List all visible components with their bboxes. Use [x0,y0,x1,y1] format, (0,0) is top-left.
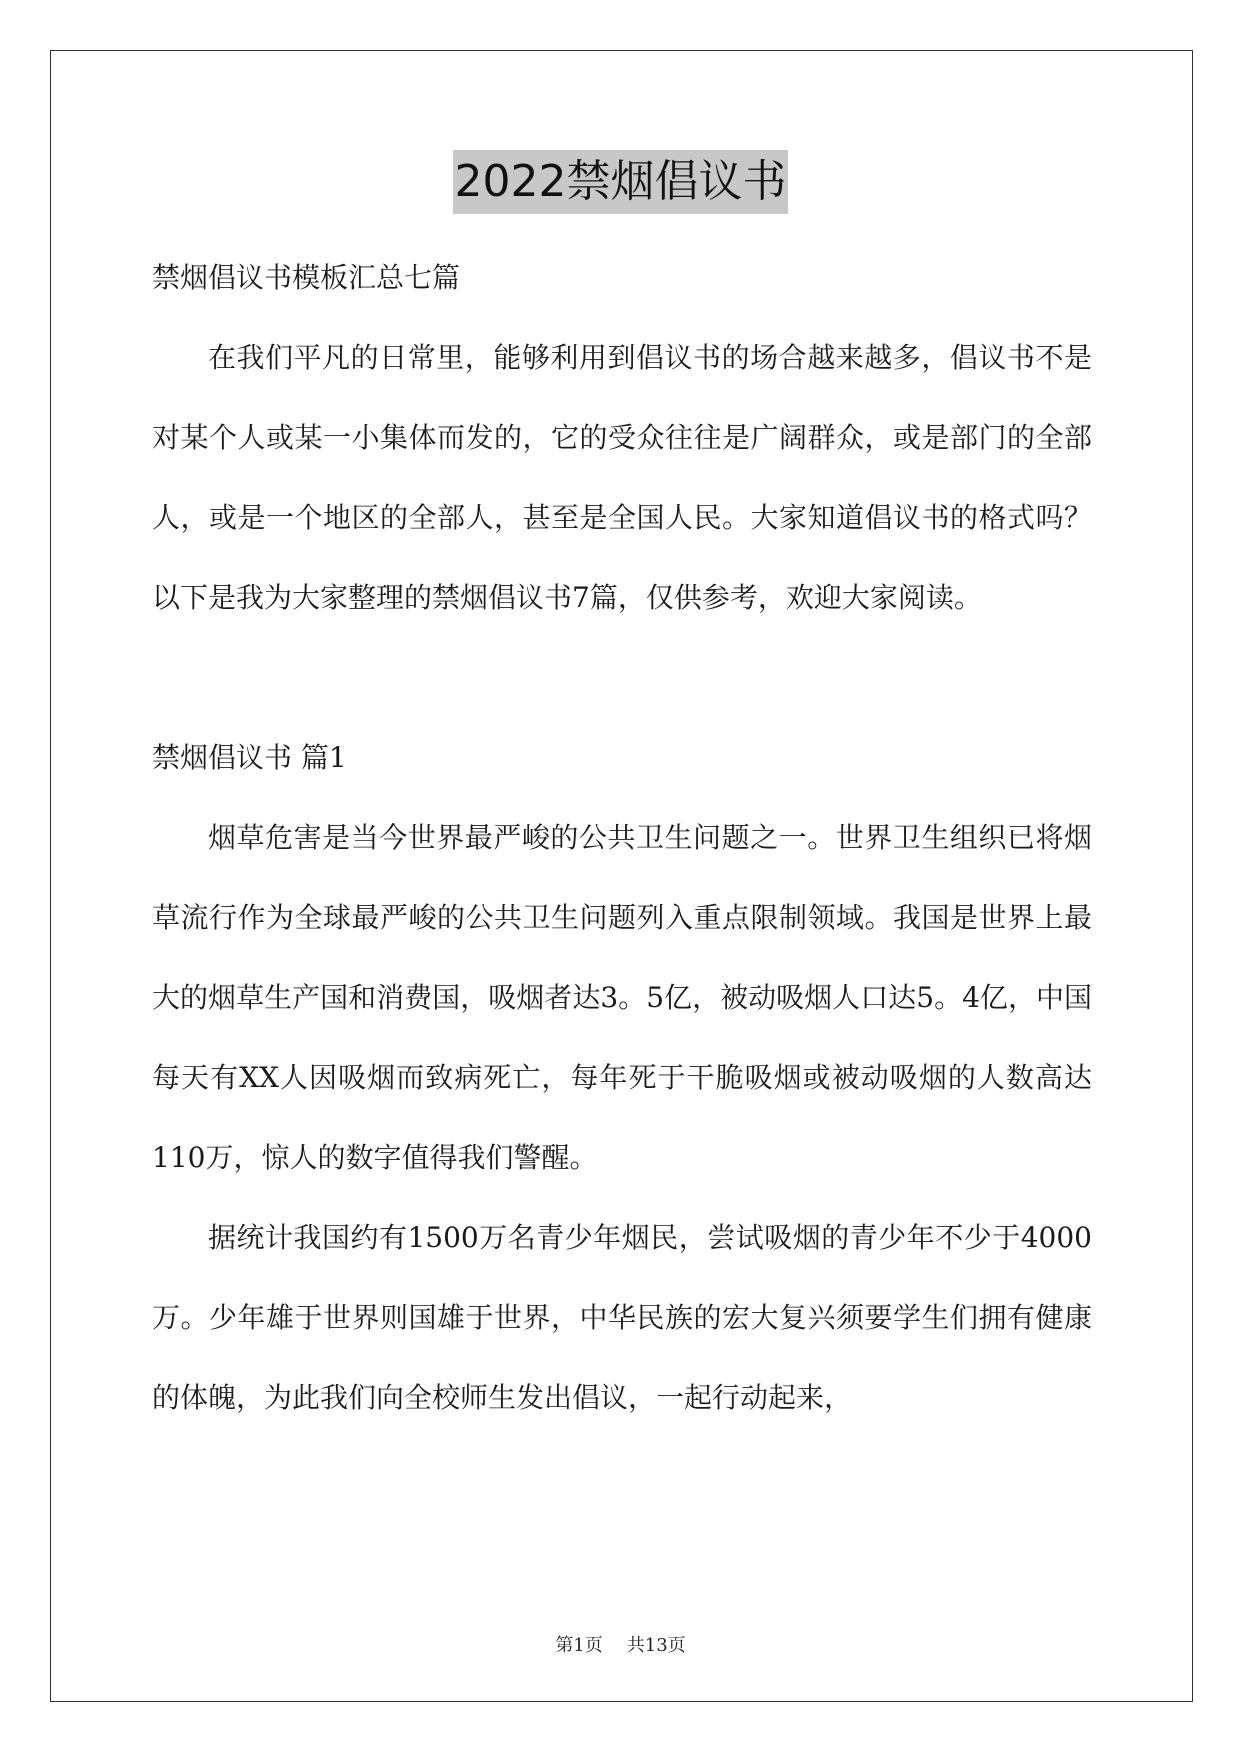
page-total: 共13页 [626,1635,686,1656]
document-title: 2022禁烟倡议书 [453,150,789,214]
section-spacer [152,638,1092,718]
intro-paragraph: 在我们平凡的日常里，能够利用到倡议书的场合越来越多，倡议书不是对某个人或某一小集体而发的，它的受众往往是广阔群众，或是部门的全部人，或是一个地区的全部人，甚至是全国人民。大家知道倡议书的格式吗？以下是我为大家整理的禁烟倡议书7篇，仅供参考，欢迎大家阅读。 [152,341,1092,614]
document-body [152,238,1092,1438]
page-footer [0,1634,1241,1658]
body-paragraph-1: 烟草危害是当今世界最严峻的公共卫生问题之一。世界卫生组织已将烟草流行作为全球最严峻的公共卫生问题列入重点限制领域。我国是世界上最大的烟草生产国和消费国，吸烟者达3。5亿，被动吸烟人口达5。4亿，中国每天有XX人因吸烟而致病死亡，每年死于干脆吸烟或被动吸烟的人数高达110万，惊人的数字值得我们警醒。 [152,821,1092,1174]
title-container [0,150,1241,214]
section-heading: 禁烟倡议书 篇1 [152,741,347,774]
body-paragraph-2: 据统计我国约有1500万名青少年烟民，尝试吸烟的青少年不少于4000万。少年雄于世界则国雄于世界，中华民族的宏大复兴须要学生们拥有健康的体魄，为此我们向全校师生发出倡议，一起行动起来， [152,1221,1092,1414]
document-subtitle: 禁烟倡议书模板汇总七篇 [152,261,461,294]
page-number: 第1页 [555,1635,603,1656]
